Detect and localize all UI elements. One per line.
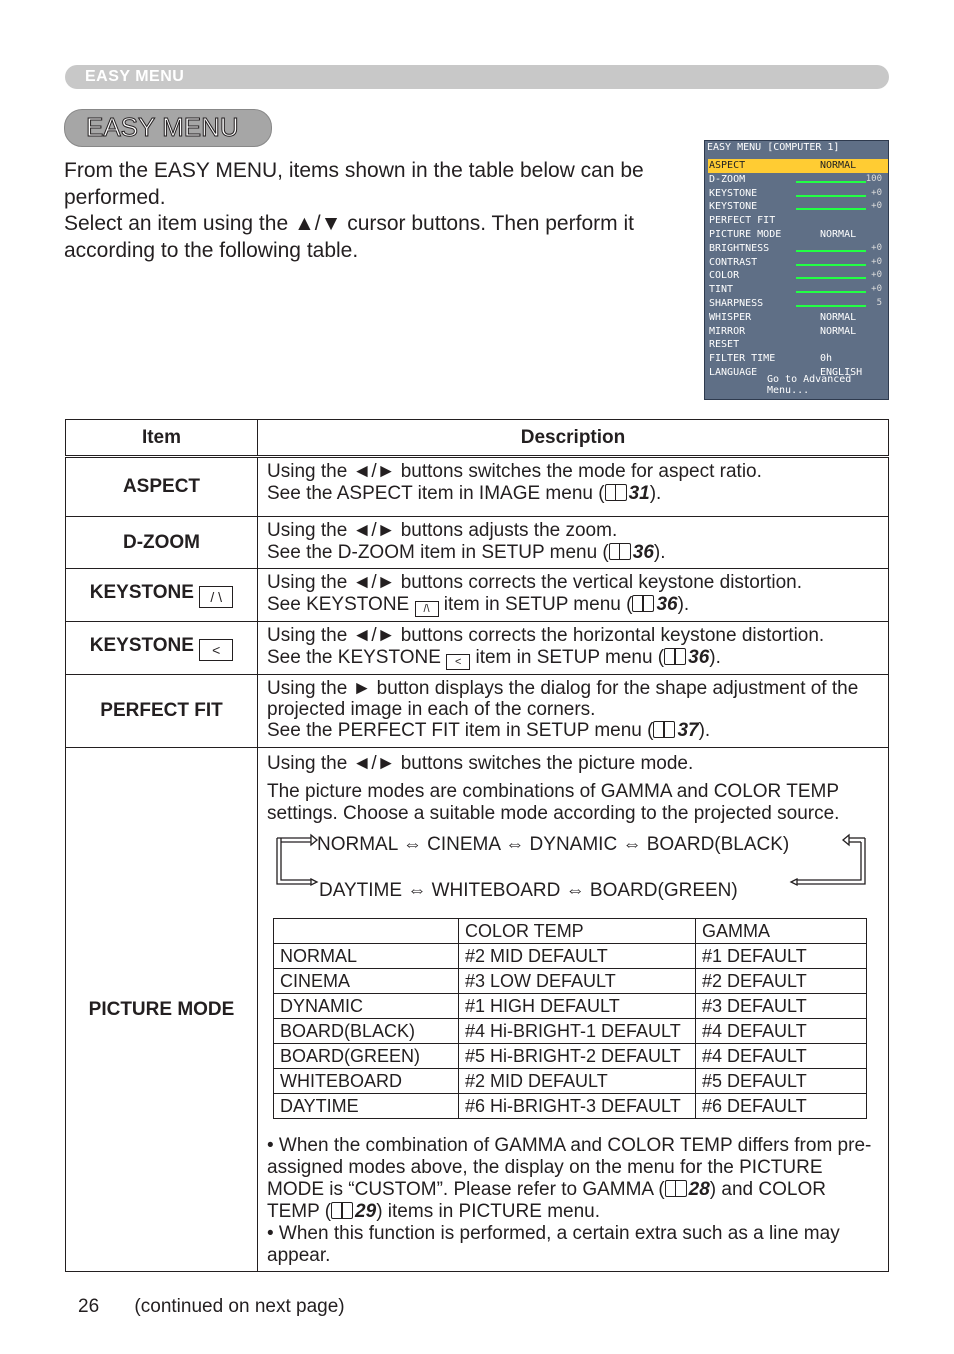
- osd-menu-item: [708, 242, 888, 256]
- picture-mode-cycle-diagram: [267, 828, 879, 908]
- table-row: [66, 517, 889, 569]
- osd-menu-item: [708, 311, 888, 325]
- inner-cell: #1 HIGH DEFAULT: [459, 994, 696, 1019]
- item-perfect-fit: PERFECT FIT: [66, 675, 258, 748]
- page-title: EASY MENU: [86, 112, 239, 142]
- note-text: • When the combination of GAMMA and COLOR TEMP differs from pre-assigned modes above, the display on the menu for the PICTURE MODE is “CUSTOM”. Please refer to GAMMA (: [267, 1135, 872, 1200]
- osd-menu-item: [708, 352, 888, 366]
- osd-item-label: RESET: [709, 339, 740, 351]
- intro-line-1: From the EASY MENU, items shown in the table below can be performed.: [64, 159, 644, 209]
- osd-slider-bar: [796, 264, 866, 266]
- desc-line: [267, 542, 879, 564]
- osd-item-number: +0: [871, 201, 882, 212]
- desc-line: [267, 720, 879, 742]
- osd-slider-bar: [796, 208, 866, 210]
- easy-menu-table: [65, 419, 889, 1272]
- picture-mode-table: [273, 918, 867, 1119]
- osd-menu-item: [708, 187, 888, 201]
- inner-col-header: GAMMA: [696, 919, 867, 944]
- section-header-label: EASY MENU: [85, 68, 185, 85]
- osd-menu-item: [708, 228, 888, 242]
- osd-item-label: TINT: [709, 284, 734, 296]
- osd-item-number: +0: [871, 256, 882, 267]
- osd-item-value: 0h: [820, 353, 833, 365]
- book-icon: [632, 595, 654, 612]
- book-icon: [605, 484, 627, 501]
- inner-table-row: [274, 944, 867, 969]
- osd-title: EASY MENU [COMPUTER 1]: [707, 142, 840, 153]
- page-number: 26: [78, 1296, 100, 1317]
- osd-item-value: NORMAL: [820, 160, 857, 171]
- table-header-row: [66, 420, 889, 457]
- desc-perfect-fit: [258, 675, 889, 748]
- osd-menu-item: [708, 338, 888, 352]
- osd-item-value: NORMAL: [820, 325, 857, 337]
- desc-text: ).: [698, 720, 711, 741]
- item-aspect: ASPECT: [66, 457, 258, 517]
- inner-cell: #3 LOW DEFAULT: [459, 969, 696, 994]
- desc-dzoom: [258, 517, 889, 569]
- book-icon: [665, 1180, 687, 1197]
- osd-menu-item: [708, 325, 888, 339]
- osd-item-label: COLOR: [709, 270, 740, 282]
- inner-header-row: [274, 919, 867, 944]
- osd-menu-item: [708, 256, 888, 270]
- osd-item-label: CONTRAST: [709, 256, 758, 268]
- inner-cell: #4 DEFAULT: [696, 1019, 867, 1044]
- item-keystone-horizontal: [66, 622, 258, 675]
- desc-line: [267, 483, 879, 505]
- osd-item-label: FILTER TIME: [709, 353, 776, 365]
- osd-item-value: NORMAL: [820, 229, 857, 240]
- desc-line: Using the ◄/► buttons switches the mode for aspect ratio.: [267, 461, 762, 482]
- osd-item-label: ASPECT: [709, 160, 746, 171]
- inner-cell: #1 DEFAULT: [696, 944, 867, 969]
- keystone-vertical-icon: / \: [199, 586, 233, 608]
- table-row: [66, 457, 889, 517]
- inner-cell: DYNAMIC: [274, 994, 459, 1019]
- page-ref[interactable]: 37: [677, 720, 699, 741]
- inner-cell: #4 Hi-BRIGHT-1 DEFAULT: [459, 1019, 696, 1044]
- item-dzoom: D-ZOOM: [66, 517, 258, 569]
- osd-item-label: MIRROR: [709, 325, 746, 337]
- desc-line: The picture modes are combinations of GAMMA and COLOR TEMP settings. Choose a suitable mode according to the projected source.: [267, 781, 840, 824]
- inner-table-row: [274, 1019, 867, 1044]
- desc-line: [267, 594, 879, 617]
- note-1: [267, 1135, 879, 1223]
- keystone-horizontal-icon: <: [446, 654, 470, 670]
- book-icon: [331, 1202, 353, 1219]
- inner-cell: #3 DEFAULT: [696, 994, 867, 1019]
- desc-line: Using the ► button displays the dialog for the shape adjustment of the projected image in each of the corners.: [267, 678, 859, 720]
- osd-item-number: 5: [876, 298, 882, 308]
- note-2: • When this function is performed, a certain extra such as a line may appear.: [267, 1223, 840, 1266]
- item-label: KEYSTONE: [89, 635, 194, 656]
- inner-cell: #6 Hi-BRIGHT-3 DEFAULT: [459, 1094, 696, 1119]
- desc-text: See the PERFECT FIT item in SETUP menu (: [267, 720, 654, 741]
- osd-menu-item: [708, 297, 888, 311]
- inner-table-row: [274, 1069, 867, 1094]
- osd-item-label: D-ZOOM: [709, 173, 746, 185]
- osd-slider-bar: [796, 305, 866, 307]
- inner-cell: #2 MID DEFAULT: [459, 1069, 696, 1094]
- intro-line-2: Select an item using the ▲/▼ cursor buttons. Then perform it according to the following table.: [64, 212, 634, 262]
- inner-table-row: [274, 1094, 867, 1119]
- osd-menu-item: [708, 159, 888, 173]
- inner-cell: NORMAL: [274, 944, 459, 969]
- inner-col-header: [274, 919, 459, 944]
- osd-item-number: 100: [865, 173, 882, 184]
- note-text: ) and COLOR TEMP (: [267, 1179, 826, 1222]
- osd-item-number: +0: [871, 270, 882, 281]
- keystone-horizontal-icon: <: [199, 639, 233, 661]
- intro-text: [64, 158, 644, 264]
- desc-text: See the D-ZOOM item in SETUP menu (: [267, 542, 609, 563]
- osd-item-number: +0: [871, 284, 882, 295]
- page-ref[interactable]: 31: [628, 483, 650, 504]
- inner-table-row: [274, 994, 867, 1019]
- col-header-item: Item: [66, 420, 258, 457]
- table-row: [66, 748, 889, 1272]
- page-ref[interactable]: 36: [688, 647, 710, 668]
- book-icon: [653, 721, 675, 738]
- continued-note: (continued on next page): [134, 1296, 345, 1317]
- osd-slider-bar: [796, 195, 866, 197]
- item-label: KEYSTONE: [89, 582, 194, 603]
- inner-cell: WHITEBOARD: [274, 1069, 459, 1094]
- desc-text: ).: [649, 483, 662, 504]
- page-ref[interactable]: 29: [355, 1201, 377, 1222]
- desc-text: ).: [653, 542, 666, 563]
- desc-line: Using the ◄/► buttons switches the picture mode.: [267, 753, 694, 774]
- osd-item-label: BRIGHTNESS: [709, 242, 770, 254]
- cycle-line-1: NORMAL ⇔ CINEMA ⇔ DYNAMIC ⇔ BOARD(BLACK): [317, 834, 790, 855]
- desc-text: See KEYSTONE: [267, 594, 410, 615]
- desc-text: See the KEYSTONE: [267, 647, 441, 668]
- inner-cell: #6 DEFAULT: [696, 1094, 867, 1119]
- osd-item-label: PERFECT FIT: [709, 215, 776, 227]
- osd-menu-item: [708, 269, 888, 283]
- desc-picture-mode: [258, 748, 889, 1272]
- desc-text: item in SETUP menu (: [475, 647, 665, 668]
- table-row: [66, 569, 889, 622]
- desc-line: [267, 647, 879, 670]
- osd-item-label: SHARPNESS: [709, 298, 764, 309]
- desc-text: ).: [709, 647, 721, 668]
- osd-slider-bar: [796, 277, 866, 279]
- osd-item-number: +0: [871, 187, 882, 198]
- osd-slider-bar: [796, 181, 866, 183]
- osd-menu-item: [708, 214, 888, 228]
- osd-item-label: KEYSTONE: [709, 201, 758, 213]
- item-keystone-vertical: [66, 569, 258, 622]
- section-header-bar: [65, 65, 889, 89]
- page-ref[interactable]: 36: [632, 542, 654, 563]
- inner-cell: BOARD(GREEN): [274, 1044, 459, 1069]
- osd-slider-bar: [796, 291, 866, 293]
- desc-keystone-vertical: [258, 569, 889, 622]
- osd-item-label: LANGUAGE: [709, 367, 758, 378]
- inner-cell: DAYTIME: [274, 1094, 459, 1119]
- inner-cell: #5 Hi-BRIGHT-2 DEFAULT: [459, 1044, 696, 1069]
- inner-cell: BOARD(BLACK): [274, 1019, 459, 1044]
- inner-table-row: [274, 1044, 867, 1069]
- page-ref[interactable]: 36: [656, 594, 678, 615]
- table-row: [66, 675, 889, 748]
- desc-line: Using the ◄/► buttons corrects the horizontal keystone distortion.: [267, 625, 825, 646]
- table-row: [66, 622, 889, 675]
- easy-menu-osd-screenshot: [704, 140, 889, 400]
- osd-footer: Go to Advanced Menu...: [767, 374, 852, 396]
- book-icon: [664, 648, 686, 665]
- inner-cell: #4 DEFAULT: [696, 1044, 867, 1069]
- inner-cell: #5 DEFAULT: [696, 1069, 867, 1094]
- keystone-vertical-icon: /\: [415, 601, 439, 617]
- desc-line: Using the ◄/► buttons corrects the vertical keystone distortion.: [267, 572, 803, 593]
- cycle-line-2: DAYTIME ⇔ WHITEBOARD ⇔ BOARD(GREEN): [319, 880, 738, 901]
- osd-item-value: NORMAL: [820, 311, 857, 323]
- inner-cell: #2 MID DEFAULT: [459, 944, 696, 969]
- osd-menu-item: [708, 200, 888, 214]
- osd-item-label: PICTURE MODE: [709, 229, 782, 240]
- osd-slider-bar: [796, 250, 866, 252]
- desc-text: item in SETUP menu (: [443, 594, 633, 615]
- inner-cell: #2 DEFAULT: [696, 969, 867, 994]
- inner-col-header: COLOR TEMP: [459, 919, 696, 944]
- desc-aspect: [258, 457, 889, 517]
- item-picture-mode: PICTURE MODE: [66, 748, 258, 1272]
- inner-cell: CINEMA: [274, 969, 459, 994]
- desc-keystone-horizontal: [258, 622, 889, 675]
- page-footer: [78, 1296, 345, 1318]
- osd-item-number: +0: [871, 242, 882, 253]
- inner-table-row: [274, 969, 867, 994]
- desc-line: Using the ◄/► buttons adjusts the zoom.: [267, 520, 618, 541]
- osd-item-value: ENGLISH: [820, 367, 863, 378]
- desc-text: See the ASPECT item in IMAGE menu (: [267, 483, 605, 504]
- osd-menu-item: [708, 283, 888, 297]
- page-ref[interactable]: 28: [688, 1179, 710, 1200]
- osd-menu-item: [708, 173, 888, 187]
- book-icon: [609, 543, 631, 560]
- desc-text: ).: [677, 594, 690, 615]
- note-text: ) items in PICTURE menu.: [376, 1201, 601, 1222]
- col-header-description: Description: [258, 420, 889, 457]
- osd-item-label: KEYSTONE: [709, 187, 758, 199]
- osd-item-label: WHISPER: [709, 311, 752, 323]
- page-title-pill: [64, 109, 272, 147]
